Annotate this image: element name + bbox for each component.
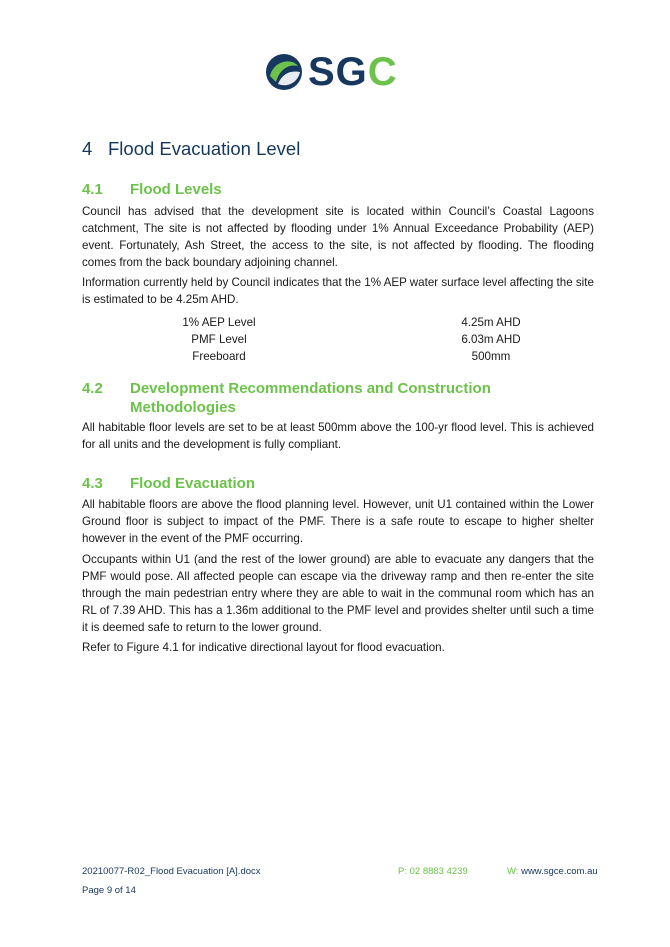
section-heading-4 <box>82 138 300 160</box>
footer-website: W: www.sgce.com.au <box>507 866 598 877</box>
paragraph-4-1-b: Information currently held by Council indicates that the 1% AEP water surface level affecting the site is estimated to be 4.25m AHD. <box>82 276 594 306</box>
subheading-4-1: 4.1 Flood Levels <box>82 181 222 198</box>
subheading-4-3: 4.3 Flood Evacuation <box>82 475 256 492</box>
footer-page-number: Page 9 of 14 <box>82 885 136 896</box>
subheading-4-2: 4.2 Development Recommendations and Construction Methodologies <box>82 380 491 416</box>
table-row: 1% AEP Level 4.25m AHD <box>182 316 521 329</box>
table-row: PMF Level 6.03m AHD <box>191 333 521 346</box>
paragraph-4-3-a: All habitable floors are above the flood planning level. However, unit U1 contained within the Lower Ground floor is subject to impact of the PMF. There is a safe route to escape to higher shelter however in the event of the PMF occurring. <box>82 498 594 545</box>
footer-phone: P: 02 8883 4239 <box>398 866 468 877</box>
footer-filename: 20210077-R02_Flood Evacuation [A].docx <box>82 866 261 877</box>
paragraph-4-3-b: Occupants within U1 (and the rest of the lower ground) are able to evacuate any dangers that the PMF would pose. All affected people can escape via the driveway ramp and then re-enter the site through the main pedestrian entry where they are able to wait in the communal room which has an RL of 7.39 AHD. This has a 1.36m additional to the PMF level and provides shelter until such a time it is deemed safe to return to the lower ground. <box>82 553 594 634</box>
wave-leaf-icon <box>264 52 304 92</box>
heading-title: Flood Evacuation Level <box>108 138 301 159</box>
logo-text: SGC <box>308 50 398 94</box>
flood-levels-table <box>150 314 550 365</box>
paragraph-4-1-a: Council has advised that the development site is located within Council’s Coastal Lagoons catchment, The site is not affected by flooding under 1% Annual Exceedance Probability (AEP) event. Fortunately, Ash Street, the access to the site, is not affected by flooding. The flooding comes from the back boundary adjoining channel. <box>82 205 594 269</box>
company-logo <box>264 50 414 94</box>
paragraph-4-2-a: All habitable floor levels are set to be at least 500mm above the 100-yr flood level. This is achieved for all units and the development is fully compliant. <box>82 421 594 451</box>
paragraph-4-3-c: Refer to Figure 4.1 for indicative directional layout for flood evacuation. <box>82 641 445 654</box>
table-row: Freeboard 500mm <box>192 350 511 363</box>
heading-number: 4 <box>82 138 93 159</box>
